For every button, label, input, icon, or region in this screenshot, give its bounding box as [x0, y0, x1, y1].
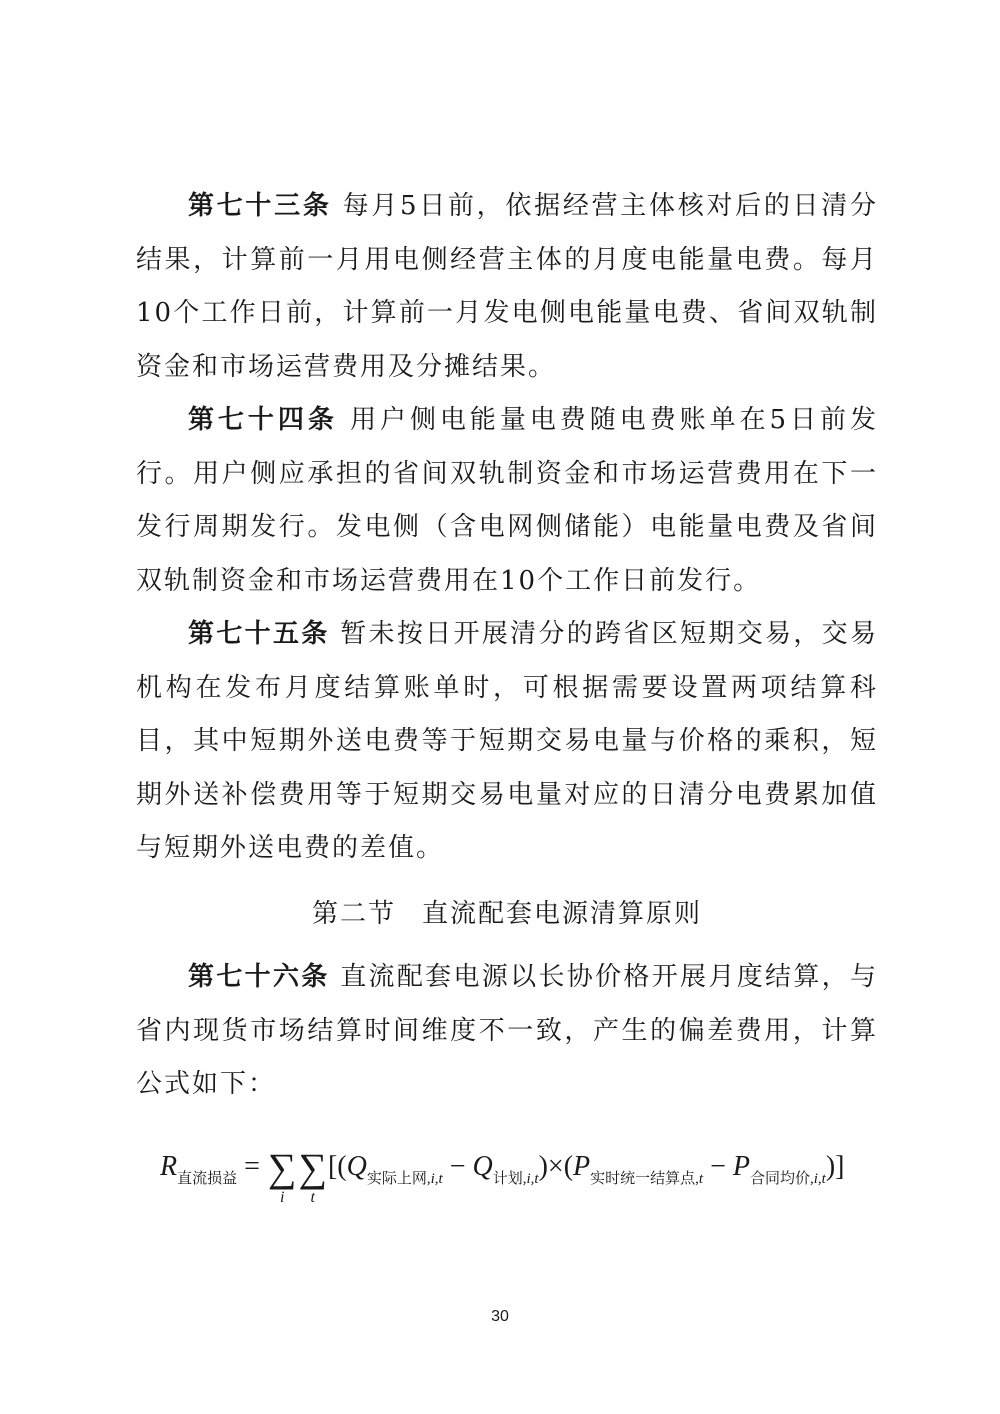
formula-open-paren: (	[563, 1151, 574, 1182]
q2-sub-index: i,t	[526, 1171, 539, 1187]
p1-sub-index: t	[698, 1171, 704, 1187]
formula-sum-t	[298, 1145, 327, 1206]
p2-sub-label: 合同均价,	[750, 1171, 814, 1187]
article-number: 第七十四条	[188, 405, 338, 435]
q1-sub-label: 实际上网,	[366, 1171, 431, 1187]
sum-index-i: i	[279, 1189, 285, 1206]
formula-equals: =	[244, 1151, 260, 1182]
sum-symbol: ∑	[298, 1145, 327, 1190]
article-number: 第七十六条	[188, 962, 330, 992]
formula-p1-subscript	[590, 1171, 703, 1187]
p2-sub-index: i,t	[813, 1171, 826, 1187]
formula-q2-subscript	[493, 1171, 539, 1187]
q1-sub-index: i,t	[430, 1171, 443, 1187]
article-74	[136, 394, 878, 608]
article-text: 直流配套电源以长协价格开展月度结算，与省内现货市场结算时间维度不一致，产生的偏差费用，计算公式如下：	[136, 962, 878, 1099]
q2-sub-label: 计划,	[492, 1171, 527, 1187]
formula-sum-i	[267, 1145, 297, 1206]
formula-minus-2: −	[710, 1151, 726, 1182]
article-number: 第七十五条	[188, 619, 330, 649]
sum-index-t: t	[310, 1189, 315, 1206]
article-number: 第七十三条	[188, 191, 332, 221]
formula-q1-subscript	[367, 1171, 443, 1187]
formula-close-paren: )	[538, 1151, 548, 1182]
formula-p1-symbol: P	[573, 1151, 591, 1182]
article-73	[136, 180, 878, 394]
article-text: 暂未按日开展清分的跨省区短期交易，交易机构在发布月度结算账单时，可根据需要设置两项结算科目，其中短期外送电费等于短期交易电量与价格的乘积，短期外送补偿费用等于短期交易电量对应的日清分电费累加值与短期外送电费的差值。	[136, 619, 878, 863]
formula-p2-subscript	[750, 1171, 826, 1187]
formula-p2-symbol: P	[732, 1151, 750, 1182]
formula-r-subscript: 直流损益	[177, 1171, 238, 1187]
body-content	[136, 180, 878, 1112]
section-number: 第二节	[311, 898, 396, 929]
section-title: 直流配套电源清算原则	[422, 898, 703, 929]
formula-open-bracket: [(	[327, 1151, 347, 1182]
article-text: 用户侧电能量电费随电费账单在5日前发行。用户侧应承担的省间双轨制资金和市场运营费用在下一发行周期发行。发电侧（含电网侧储能）电能量电费及省间双轨制资金和市场运营费用在10个工作日前发行。	[136, 405, 878, 596]
page-number: 30	[491, 1308, 509, 1325]
formula-minus-1: −	[449, 1151, 466, 1182]
article-75	[136, 608, 878, 876]
formula-times: ×	[547, 1151, 564, 1182]
formula-close-bracket: )]	[825, 1151, 845, 1182]
formula-r-symbol: R	[160, 1151, 178, 1182]
formula-q2-symbol: Q	[472, 1151, 493, 1182]
sum-symbol: ∑	[267, 1145, 297, 1190]
settlement-formula	[160, 1145, 880, 1218]
article-76	[136, 951, 878, 1112]
section-heading	[136, 888, 878, 942]
article-text: 每月5日前，依据经营主体核对后的日清分结果，计算前一月用电侧经营主体的月度电能量电费。每月10个工作日前，计算前一月发电侧电能量电费、省间双轨制资金和市场运营费用及分摊结果。	[136, 191, 878, 382]
formula-q1-symbol: Q	[346, 1151, 367, 1182]
p1-sub-label: 实时统一结算点,	[590, 1171, 699, 1187]
